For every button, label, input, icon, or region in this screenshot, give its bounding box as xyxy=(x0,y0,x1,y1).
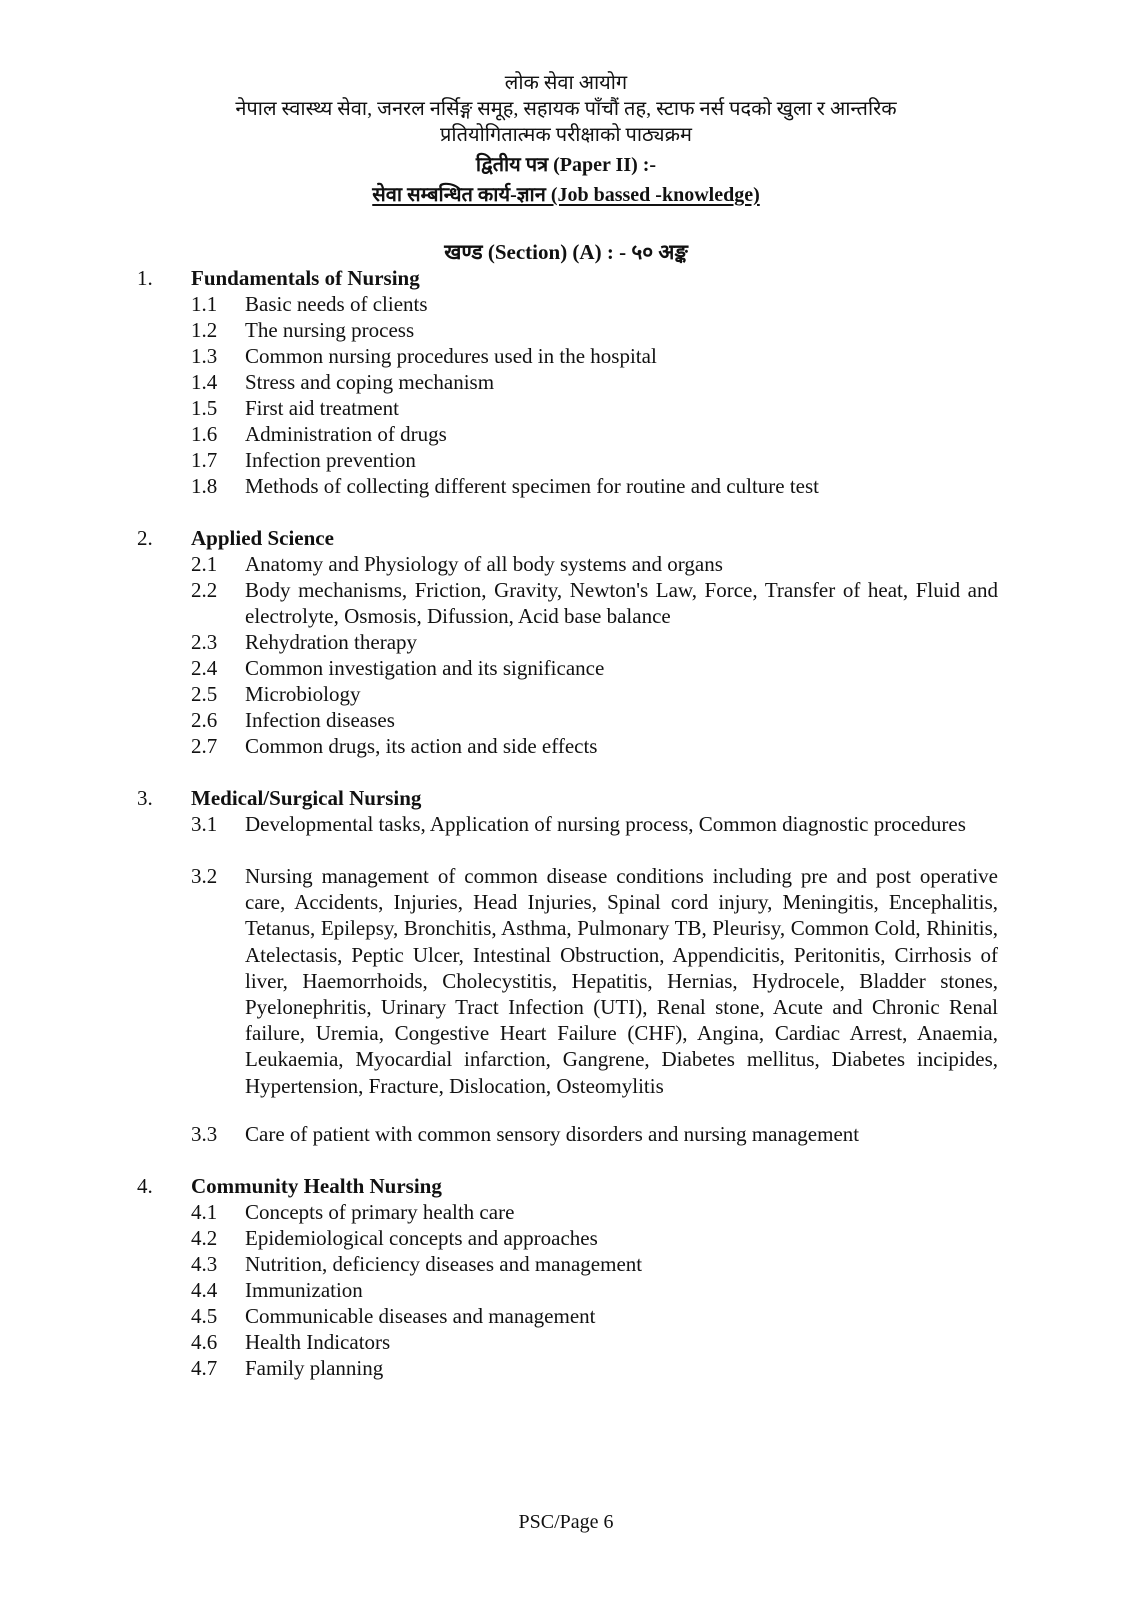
section-number: 3. xyxy=(137,786,153,810)
item-number: 1.8 xyxy=(191,474,218,498)
item-text: Family planning xyxy=(245,1356,384,1380)
item-number: 2.5 xyxy=(191,682,218,706)
item-text: The nursing process xyxy=(245,318,415,342)
item-number: 1.6 xyxy=(191,422,218,446)
header-paper: द्वितीय पत्र (Paper II) :- xyxy=(475,154,657,176)
item-number: 2.6 xyxy=(191,708,218,732)
header-exam: प्रतियोगितात्मक परीक्षाको पाठ्यक्रम xyxy=(440,124,692,146)
section-title: Medical/Surgical Nursing xyxy=(191,786,422,810)
item-text: Nursing management of common disease conditions including pre and post operative care, Accidents, Injuries, Head Injuries, Spinal cord injury, Meningitis, Encephalitis, Tetanus, Epilepsy, Bronchitis, Asthma, Pulmonary TB, Pleurisy, Common Cold, Rhinitis, Atelectasis, Peptic Ulcer, Intestinal Obstruction, Appendicitis, Peritonitis, Cirrhosis of liver, Haemorrhoids, Cholecystitis, Hepatitis, Hernias, Hydrocele, Bladder stones, Pyelonephritis, Urinary Tract Infection (UTI), Renal stone, Acute and Chronic Renal failure, Uremia, Congestive Heart Failure (CHF), Angina, Cardiac Arrest, Anaemia, Leukaemia, Myocardial infarction, Gangrene, Diabetes mellitus, Diabetes incipides, Hypertension, Fracture, Dislocation, Osteomylitis xyxy=(245,864,998,1098)
item-text: Developmental tasks, Application of nursing process, Common diagnostic procedures xyxy=(245,812,966,836)
item-text: Common investigation and its significance xyxy=(245,656,605,680)
item-number: 2.1 xyxy=(191,552,218,576)
item-number: 4.4 xyxy=(191,1278,218,1302)
item-number: 1.3 xyxy=(191,344,218,368)
header-service: नेपाल स्वास्थ्य सेवा, जनरल नर्सिङ्ग समूह, सहायक पाँचौं तह, स्टाफ नर्स पदको खुला र आन्तरिक xyxy=(235,98,897,120)
item-text: Rehydration therapy xyxy=(245,630,418,654)
item-text: Common drugs, its action and side effects xyxy=(245,734,598,758)
item-number: 4.3 xyxy=(191,1252,218,1276)
item-number: 4.7 xyxy=(191,1356,218,1380)
item-text: Methods of collecting different specimen for routine and culture test xyxy=(245,474,820,498)
item-text: Communicable diseases and management xyxy=(245,1304,596,1328)
item-number: 1.2 xyxy=(191,318,218,342)
section-number: 1. xyxy=(137,266,153,290)
section-number: 2. xyxy=(137,526,153,550)
item-text: Stress and coping mechanism xyxy=(245,370,495,394)
section-title: Community Health Nursing xyxy=(191,1174,442,1198)
item-number: 1.4 xyxy=(191,370,218,394)
section-number: 4. xyxy=(137,1174,153,1198)
item-number: 4.5 xyxy=(191,1304,218,1328)
item-text: Anatomy and Physiology of all body systems and organs xyxy=(245,552,723,576)
item-number: 2.7 xyxy=(191,734,218,758)
section-title: Fundamentals of Nursing xyxy=(191,266,420,290)
section-title: Applied Science xyxy=(191,526,334,550)
item-number: 2.3 xyxy=(191,630,218,654)
item-number: 1.7 xyxy=(191,448,218,472)
item-number: 1.1 xyxy=(191,292,218,316)
item-text: Immunization xyxy=(245,1278,363,1302)
page-footer: PSC/Page 6 xyxy=(518,1511,614,1533)
header-subject: सेवा सम्बन्धित कार्य-ज्ञान (Job bassed -knowledge) xyxy=(372,184,760,206)
item-text: Common nursing procedures used in the hospital xyxy=(245,344,657,368)
item-text: Nutrition, deficiency diseases and management xyxy=(245,1252,643,1276)
item-text: Epidemiological concepts and approaches xyxy=(245,1226,598,1250)
item-text: Care of patient with common sensory disorders and nursing management xyxy=(245,1122,860,1146)
item-text: Infection diseases xyxy=(245,708,395,732)
item-number: 4.6 xyxy=(191,1330,218,1354)
item-number: 2.2 xyxy=(191,578,218,602)
item-text: Microbiology xyxy=(245,682,361,706)
item-text: Concepts of primary health care xyxy=(245,1200,515,1224)
item-number: 3.3 xyxy=(191,1122,218,1146)
item-number: 2.4 xyxy=(191,656,218,680)
item-text: Basic needs of clients xyxy=(245,292,428,316)
section-heading: खण्ड (Section) (A) : - ५० अङ्क xyxy=(444,240,688,264)
header-org: लोक सेवा आयोग xyxy=(504,72,628,94)
item-text: Administration of drugs xyxy=(245,422,447,446)
item-text: Infection prevention xyxy=(245,448,416,472)
item-text: Body mechanisms, Friction, Gravity, Newton's Law, Force, Transfer of heat, Fluid and electrolyte, Osmosis, Difussion, Acid base balance xyxy=(245,578,998,629)
item-text: First aid treatment xyxy=(245,396,399,420)
item-number: 4.2 xyxy=(191,1226,218,1250)
item-number: 1.5 xyxy=(191,396,218,420)
item-number: 3.2 xyxy=(191,864,218,888)
item-text: Health Indicators xyxy=(245,1330,391,1354)
item-number: 3.1 xyxy=(191,812,218,836)
item-number: 4.1 xyxy=(191,1200,218,1224)
